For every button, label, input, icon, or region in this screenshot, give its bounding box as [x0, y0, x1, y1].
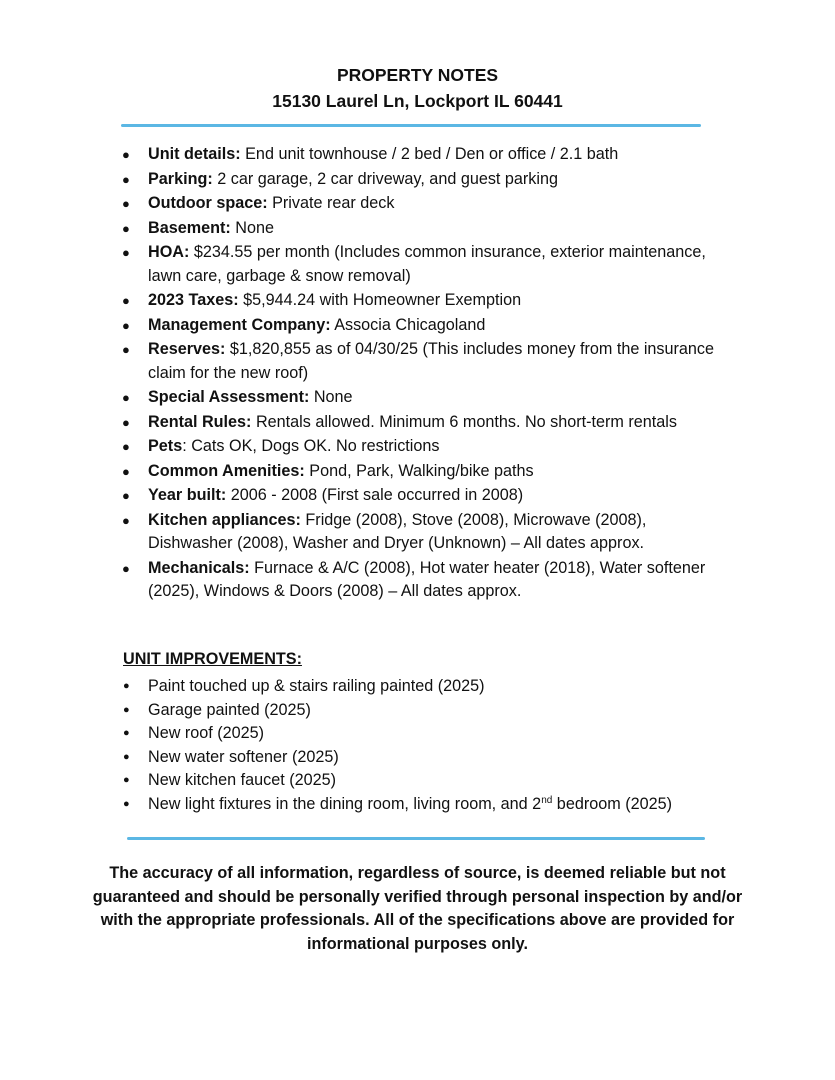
- detail-reserves: [118, 338, 718, 385]
- improvement-text: New kitchen faucet (2025): [148, 771, 337, 789]
- bullet-icon: ●: [122, 463, 130, 479]
- bullet-icon: ●: [122, 220, 130, 236]
- detail-taxes: [118, 289, 718, 313]
- detail-value: $234.55 per month (Includes common insurance, exterior maintenance, lawn care, garbage & snow removal): [148, 243, 706, 285]
- detail-label: Management Company:: [148, 315, 331, 334]
- bullet-icon: ●: [122, 245, 130, 260]
- improvement-item: [118, 793, 758, 817]
- bullet-icon: ●: [122, 342, 130, 357]
- improvement-text: Paint touched up & stairs railing painted (2025): [148, 677, 485, 695]
- bullet-icon: ●: [122, 390, 130, 405]
- detail-value: Associa Chicagoland: [330, 315, 486, 334]
- improvement-text: bedroom (2025): [552, 794, 672, 813]
- detail-unit-details: [118, 143, 718, 167]
- detail-parking: [118, 168, 718, 192]
- detail-value: Rentals allowed. Minimum 6 months. No short-term rentals: [251, 412, 677, 431]
- improvement-item: [118, 699, 758, 723]
- detail-label: Mechanicals:: [148, 558, 250, 577]
- detail-label: Unit details:: [148, 145, 241, 163]
- detail-value: $5,944.24 with Homeowner Exemption: [238, 291, 522, 309]
- improvements-heading: UNIT IMPROVEMENTS:: [123, 650, 302, 668]
- improvement-text: Garage painted (2025): [148, 700, 311, 719]
- improvements-list: [118, 675, 758, 816]
- detail-label: Reserves:: [148, 340, 226, 358]
- top-divider: [121, 124, 701, 127]
- improvement-text: New light fixtures in the dining room, living room, and 2: [148, 794, 542, 813]
- detail-value: : Cats OK, Dogs OK. No restrictions: [182, 437, 440, 455]
- bullet-icon: ●: [122, 488, 130, 503]
- property-address: 15130 Laurel Ln, Lockport IL 60441: [272, 91, 563, 111]
- detail-kitchen-appliances: [118, 509, 718, 556]
- detail-value: None: [309, 388, 353, 406]
- detail-label: Common Amenities:: [148, 461, 305, 480]
- detail-value: 2 car garage, 2 car driveway, and guest parking: [212, 169, 559, 188]
- bullet-icon: ●: [123, 727, 130, 739]
- bullet-icon: ●: [123, 680, 130, 692]
- detail-label: Kitchen appliances:: [148, 510, 301, 529]
- bullet-icon: ●: [123, 750, 130, 763]
- detail-label: Parking:: [148, 169, 213, 188]
- bullet-icon: ●: [123, 703, 130, 716]
- improvement-item: [118, 722, 758, 746]
- detail-label: Special Assessment:: [148, 388, 310, 406]
- bullet-icon: ●: [123, 797, 130, 810]
- bullet-icon: ●: [122, 196, 130, 211]
- detail-value: Furnace & A/C (2008), Hot water heater (2018), Water softener (2025), Windows & Doors (2008) – All dates approx.: [148, 558, 706, 600]
- improvement-item: [118, 769, 758, 793]
- detail-outdoor-space: [118, 192, 718, 216]
- detail-value: $1,820,855 as of 04/30/25 (This includes money from the insurance claim for the new roof): [148, 340, 715, 382]
- detail-label: Pets: [148, 437, 183, 455]
- detail-hoa: [118, 241, 718, 288]
- detail-label: Rental Rules:: [148, 412, 252, 431]
- improvement-text: New water softener (2025): [148, 747, 339, 766]
- bullet-icon: ●: [122, 317, 130, 333]
- detail-pets: [118, 435, 718, 459]
- detail-value: Private rear deck: [267, 194, 395, 212]
- ordinal-suffix: nd: [541, 794, 553, 806]
- bullet-icon: ●: [122, 293, 130, 308]
- detail-label: 2023 Taxes:: [148, 291, 239, 309]
- bullet-icon: ●: [122, 512, 130, 528]
- detail-mechanicals: [118, 557, 718, 604]
- bullet-icon: ●: [123, 774, 130, 786]
- detail-year-built: [118, 484, 718, 508]
- detail-value: None: [230, 218, 274, 237]
- detail-basement: [118, 217, 718, 241]
- improvement-item: [118, 746, 758, 770]
- detail-special-assessment: [118, 386, 718, 410]
- property-details-list: [118, 143, 718, 605]
- bullet-icon: ●: [122, 147, 130, 162]
- improvement-item: [118, 675, 758, 699]
- page-title: PROPERTY NOTES: [336, 65, 499, 85]
- bullet-icon: ●: [122, 414, 130, 430]
- detail-label: Year built:: [148, 486, 227, 504]
- improvement-text: New roof (2025): [148, 724, 265, 742]
- detail-management-company: [118, 314, 718, 338]
- bullet-icon: ●: [122, 560, 130, 576]
- detail-rental-rules: [118, 411, 718, 435]
- detail-value: End unit townhouse / 2 bed / Den or office / 2.1 bath: [240, 145, 619, 163]
- detail-value: Pond, Park, Walking/bike paths: [304, 461, 534, 480]
- detail-label: Basement:: [148, 218, 231, 237]
- bullet-icon: ●: [122, 171, 130, 187]
- detail-label: HOA:: [148, 243, 190, 261]
- detail-common-amenities: [118, 460, 718, 484]
- bottom-divider: [127, 837, 705, 840]
- disclaimer-text: The accuracy of all information, regardless of source, is deemed reliable but not guaranteed and should be personally verified through personal inspection by and/or with the appropriate professionals. All of the specifications above are provided for informational purposes only.: [92, 864, 743, 953]
- bullet-icon: ●: [122, 439, 130, 454]
- detail-value: 2006 - 2008 (First sale occurred in 2008): [226, 486, 524, 504]
- detail-value: Fridge (2008), Stove (2008), Microwave (2008), Dishwasher (2008), Washer and Dryer (Unknown) – All dates approx.: [148, 510, 647, 552]
- detail-label: Outdoor space:: [148, 194, 268, 212]
